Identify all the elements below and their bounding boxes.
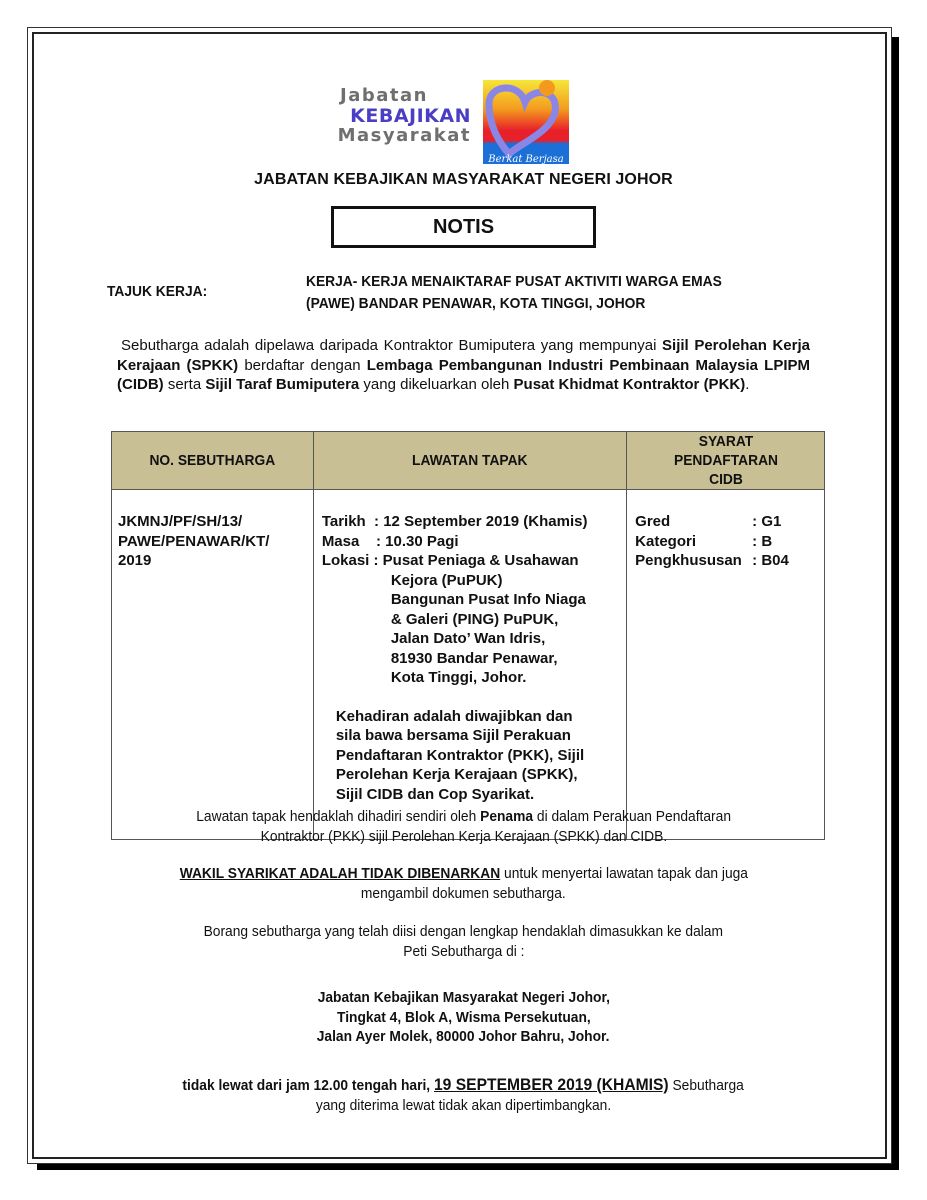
tajuk-line: (PAWE) BANDAR PENAWAR, KOTA TINGGI, JOHOR bbox=[306, 295, 646, 312]
lokasi-line: Kota Tinggi, Johor. bbox=[390, 669, 527, 686]
notice-title: NOTIS bbox=[432, 215, 495, 238]
cell-syarat-cidb bbox=[627, 490, 825, 840]
table-row bbox=[112, 490, 825, 840]
header-no-sebutharga bbox=[112, 432, 314, 490]
lokasi-label: Lokasi : bbox=[321, 552, 383, 569]
cidb-value: : B bbox=[752, 532, 773, 550]
header-label: LAWATAN TAPAK bbox=[412, 452, 528, 469]
note-line: Sijil CIDB dan Cop Syarikat. bbox=[335, 785, 535, 803]
attendance-note bbox=[322, 707, 626, 805]
header-lawatan-tapak bbox=[313, 432, 626, 490]
para-line bbox=[179, 864, 747, 884]
intro-text: berdaftar dengan bbox=[238, 356, 367, 374]
representative-paragraph bbox=[0, 864, 927, 903]
address-line: Tingkat 4, Blok A, Wisma Persekutuan, bbox=[336, 1008, 591, 1026]
para-text: untuk menyertai lawatan tapak dan juga bbox=[499, 865, 748, 882]
para-text: Sebutharga bbox=[669, 1077, 745, 1094]
deadline-paragraph bbox=[0, 1075, 927, 1115]
intro-bold: Lembaga Pembangunan Industri Pembinaan Malaysia LPIPM (CIDB) bbox=[117, 356, 811, 393]
deadline-date: 19 SEPTEMBER 2019 (KHAMIS) bbox=[434, 1075, 670, 1094]
para-line: mengambil dokumen sebutharga. bbox=[361, 884, 566, 902]
site-visit-paragraph bbox=[0, 807, 927, 846]
tajuk-line: KERJA- KERJA MENAIKTARAF PUSAT AKTIVITI WARGA EMAS bbox=[306, 273, 722, 290]
masa-row bbox=[322, 532, 626, 552]
note-line: Perolehan Kerja Kerajaan (SPKK), bbox=[335, 766, 578, 783]
note-line: Kehadiran adalah diwajibkan dan bbox=[335, 707, 573, 725]
ref-line: 2019 bbox=[118, 552, 152, 569]
para-line bbox=[196, 807, 731, 827]
cell-lawatan-tapak bbox=[313, 490, 626, 840]
notice-title-box bbox=[331, 206, 596, 248]
cidb-gred bbox=[635, 512, 824, 532]
lokasi-line: Bangunan Pusat Info Niaga bbox=[390, 591, 586, 608]
ref-line: PAWE/PENAWAR/KT/ bbox=[118, 532, 270, 550]
logo-line-2: KEBAJIKAN bbox=[350, 105, 471, 127]
intro-text: Sebutharga adalah dipelawa daripada Kontraktor Bumiputera yang mempunyai bbox=[121, 337, 663, 354]
cidb-label: Pengkhususan bbox=[635, 552, 742, 569]
header-syarat-cidb bbox=[627, 432, 825, 490]
logo-tagline: Berkat Berjasa bbox=[488, 154, 564, 165]
quotation-table bbox=[111, 431, 825, 840]
cidb-value: : G1 bbox=[752, 513, 782, 530]
ref-line: JKMNJ/PF/SH/13/ bbox=[118, 513, 243, 530]
lokasi-line: 81930 Bandar Penawar, bbox=[390, 649, 558, 667]
para-line: yang diterima lewat tidak akan dipertimbangkan. bbox=[315, 1096, 612, 1114]
lokasi-line: Pusat Peniaga & Usahawan bbox=[382, 552, 579, 569]
tajuk-kerja-label: TAJUK KERJA: bbox=[107, 283, 208, 300]
cidb-pengkhususan bbox=[635, 551, 824, 571]
address-line: Jalan Ayer Molek, 80000 Johor Bahru, Johor. bbox=[317, 1028, 610, 1045]
address-line: Jabatan Kebajikan Masyarakat Negeri Johor, bbox=[317, 989, 610, 1006]
cidb-label: Kategori bbox=[635, 532, 696, 550]
logo-circle bbox=[539, 80, 555, 96]
header-label: SYARAT PENDAFTARAN CIDB bbox=[673, 433, 778, 488]
logo-line-3: Masyarakat bbox=[337, 125, 471, 146]
jkm-logo bbox=[336, 74, 576, 166]
submission-paragraph bbox=[0, 922, 927, 961]
masa-label: Masa : bbox=[321, 532, 386, 550]
intro-bold: Sijil Taraf Bumiputera bbox=[205, 376, 360, 393]
tajuk-kerja-value bbox=[306, 271, 784, 315]
logo-heart-emblem-icon bbox=[479, 74, 571, 166]
masa-value: 10.30 Pagi bbox=[385, 532, 459, 550]
intro-text: . bbox=[745, 376, 750, 393]
intro-paragraph bbox=[117, 336, 810, 395]
logo-line-1: Jabatan bbox=[340, 85, 428, 106]
para-line: Peti Sebutharga di : bbox=[402, 942, 525, 960]
lokasi-lines bbox=[322, 571, 626, 688]
para-line bbox=[183, 1075, 744, 1096]
address-block bbox=[0, 988, 927, 1047]
deadline-bold: tidak lewat dari jam 12.00 tengah hari, bbox=[182, 1077, 435, 1094]
logo-wordmark bbox=[336, 86, 471, 146]
table-header-row bbox=[112, 432, 825, 490]
intro-bold: Pusat Khidmat Kontraktor (PKK) bbox=[513, 376, 746, 393]
cidb-value: : B04 bbox=[752, 552, 789, 569]
warning-underlined: WAKIL SYARIKAT ADALAH TIDAK DIBENARKAN bbox=[179, 865, 500, 882]
para-text: Lawatan tapak hendaklah dihadiri sendiri oleh bbox=[196, 808, 480, 825]
department-title: JABATAN KEBAJIKAN MASYARAKAT NEGERI JOHOR bbox=[254, 171, 673, 188]
lokasi-line: & Galeri (PING) PuPUK, bbox=[390, 610, 559, 628]
lokasi-row bbox=[322, 551, 626, 571]
note-line: Pendaftaran Kontraktor (PKK), Sijil bbox=[335, 746, 585, 764]
para-line: Borang sebutharga yang telah diisi dengan lengkap hendaklah dimasukkan ke dalam bbox=[203, 923, 724, 940]
lokasi-line: Jalan Dato’ Wan Idris, bbox=[390, 630, 546, 647]
cidb-kategori bbox=[635, 532, 824, 552]
header-label: NO. SEBUTHARGA bbox=[149, 452, 276, 469]
tarikh-label: Tarikh : bbox=[321, 513, 384, 530]
penama-bold: Penama bbox=[479, 808, 533, 825]
tarikh-row bbox=[322, 512, 626, 532]
intro-text: yang dikeluarkan oleh bbox=[359, 376, 514, 393]
para-line: Kontraktor (PKK) sijil Perolehan Kerja Kerajaan (SPKK) dan CIDB. bbox=[260, 827, 667, 845]
para-text: di dalam Perakuan Pendaftaran bbox=[532, 808, 731, 825]
lokasi-line: Kejora (PuPUK) bbox=[390, 571, 503, 589]
cidb-label: Gred bbox=[635, 513, 671, 530]
note-line: sila bawa bersama Sijil Perakuan bbox=[335, 727, 571, 744]
cell-no-sebutharga bbox=[112, 490, 314, 840]
tarikh-value: 12 September 2019 (Khamis) bbox=[383, 513, 588, 530]
intro-bold: Sijil Perolehan Kerja Kerajaan (SPKK) bbox=[117, 337, 810, 374]
intro-text: serta bbox=[163, 376, 206, 393]
